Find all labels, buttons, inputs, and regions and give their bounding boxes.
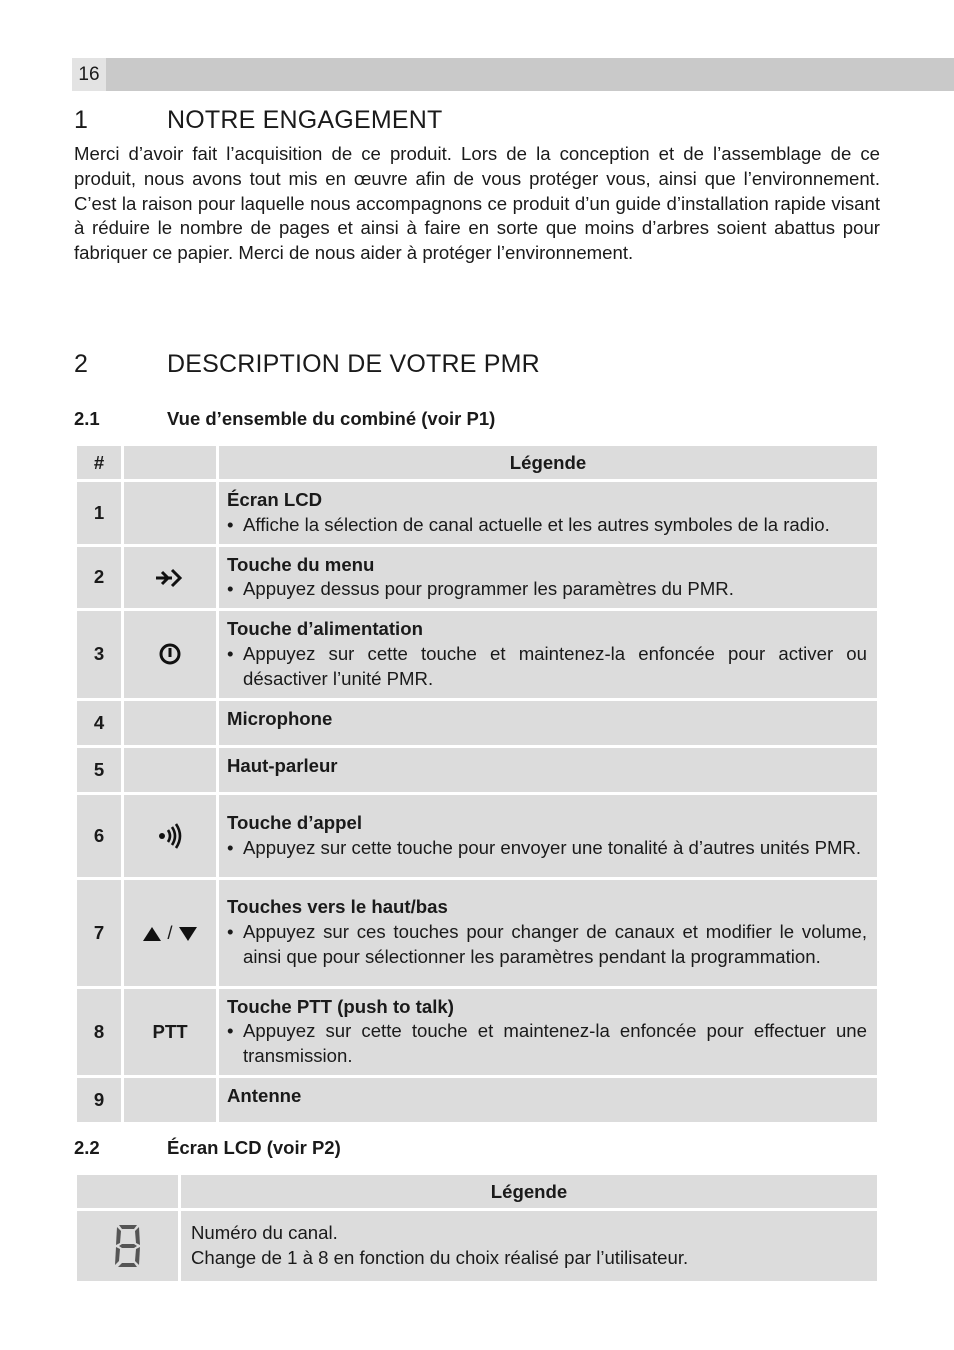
menu-icon: [154, 567, 186, 589]
down-arrow-icon: [178, 926, 198, 942]
up-arrow-icon: [142, 926, 162, 942]
row-symbol: [124, 880, 216, 986]
column-header-legend: Légende: [181, 1175, 877, 1208]
row-description: [219, 880, 877, 986]
row-number: 8: [77, 989, 121, 1075]
column-header-symbol: [124, 446, 216, 479]
power-icon: [158, 642, 182, 666]
ptt-label: PTT: [124, 989, 216, 1075]
row-bullet: • Appuyez sur cette touche et maintenez-la enfoncée pour effectuer une transmission.: [227, 1020, 867, 1067]
row-bullet: • Appuyez dessus pour programmer les paramètres du PMR.: [227, 578, 734, 600]
row-title: Touche PTT (push to talk): [227, 995, 454, 1017]
section-number: 2.2: [74, 1137, 100, 1158]
row-symbol: [124, 482, 216, 544]
table-row: [77, 482, 877, 544]
section-number: 2: [74, 350, 89, 378]
section-2-1-heading: [74, 408, 495, 430]
row-description: [219, 1078, 877, 1122]
row-number: 9: [77, 1078, 121, 1122]
section-number: 1: [74, 106, 89, 134]
table-row: [77, 701, 877, 745]
column-header-legend: Légende: [219, 446, 877, 479]
table-row: [77, 1078, 877, 1122]
column-header-number: #: [77, 446, 121, 479]
section-title: Écran LCD (voir P2): [167, 1137, 341, 1158]
table-header-row: [77, 446, 877, 479]
page-number: 16: [72, 58, 106, 91]
row-symbol: [124, 611, 216, 697]
row-symbol: [124, 1078, 216, 1122]
column-header-symbol: [77, 1175, 178, 1208]
row-title: Touche d’appel: [227, 811, 362, 833]
section-2-heading: [74, 350, 540, 379]
row-symbol: [124, 748, 216, 792]
row-bullet: • Appuyez sur ces touches pour changer de canaux et modifier le volume, ainsi que pour sélectionner les paramètres pendant la programmation.: [227, 921, 867, 967]
lcd-legend-table: [74, 1172, 880, 1284]
row-title: Touches vers le haut/bas: [227, 896, 448, 918]
section-title: DESCRIPTION DE VOTRE PMR: [167, 350, 540, 378]
row-number: 3: [77, 611, 121, 697]
row-description: [219, 795, 877, 877]
row-symbol: [124, 547, 216, 609]
row-number: 6: [77, 795, 121, 877]
row-number: 5: [77, 748, 121, 792]
row-symbol: [77, 1211, 178, 1281]
row-title: Antenne: [227, 1084, 302, 1106]
row-title: Microphone: [227, 707, 333, 729]
row-number: 2: [77, 547, 121, 609]
lcd-desc-line-1: Numéro du canal.: [191, 1222, 338, 1244]
table-row: [77, 547, 877, 609]
section-1-heading: [74, 106, 442, 135]
header-bar: [72, 58, 954, 91]
table-header-row: [77, 1175, 877, 1208]
row-title: Haut-parleur: [227, 754, 338, 776]
row-description: [219, 611, 877, 697]
row-title: Touche du menu: [227, 553, 375, 575]
engagement-paragraph: Merci d’avoir fait l’acquisition de ce produit. Lors de la conception et de l’assemblage de ce produit, nous avons tout mis en œuvre afin de vous protéger vous, ainsi que l’environnement. C’est la raison pour laquelle nous accompagnons ce produit d’un guide d’installation rapide visant à réduire le nombre de pages et ainsi à faire en sorte que moins d’arbres soient abattus pour fabriquer ce papier. Merci de nous aider à protéger l’environnement.: [74, 143, 880, 264]
table-row: [77, 795, 877, 877]
section-title: NOTRE ENGAGEMENT: [167, 106, 443, 134]
row-number: 1: [77, 482, 121, 544]
row-bullet: • Appuyez sur cette touche pour envoyer une tonalité à d’autres unités PMR.: [227, 836, 862, 858]
lcd-desc-line-2: Change de 1 à 8 en fonction du choix réalisé par l’utilisateur.: [191, 1247, 689, 1268]
row-symbol: [124, 795, 216, 877]
call-signal-icon: [156, 823, 184, 849]
table-row: [77, 880, 877, 986]
symbol-separator: /: [167, 921, 173, 943]
seven-segment-8-icon: [113, 1223, 143, 1269]
handset-legend-table: [74, 443, 880, 1125]
row-description: [219, 482, 877, 544]
row-bullet: • Appuyez sur cette touche et maintenez-la enfoncée pour activer ou désactiver l’unité PMR.: [227, 642, 867, 689]
row-description: [219, 701, 877, 745]
section-title: Vue d’ensemble du combiné (voir P1): [167, 408, 496, 429]
row-title: Touche d’alimentation: [227, 618, 423, 640]
table-row: [77, 989, 877, 1075]
table-row: [77, 611, 877, 697]
row-description: [219, 989, 877, 1075]
row-description: [219, 547, 877, 609]
section-2-2-heading: [74, 1137, 341, 1159]
row-title: Écran LCD: [227, 489, 323, 510]
section-number: 2.1: [74, 408, 100, 429]
row-description: [219, 748, 877, 792]
row-description: [181, 1211, 877, 1281]
row-symbol: [124, 701, 216, 745]
row-number: 4: [77, 701, 121, 745]
table-row: [77, 748, 877, 792]
row-bullet: • Affiche la sélection de canal actuelle et les autres symboles de la radio.: [227, 513, 830, 535]
table-row: [77, 1211, 877, 1281]
row-number: 7: [77, 880, 121, 986]
